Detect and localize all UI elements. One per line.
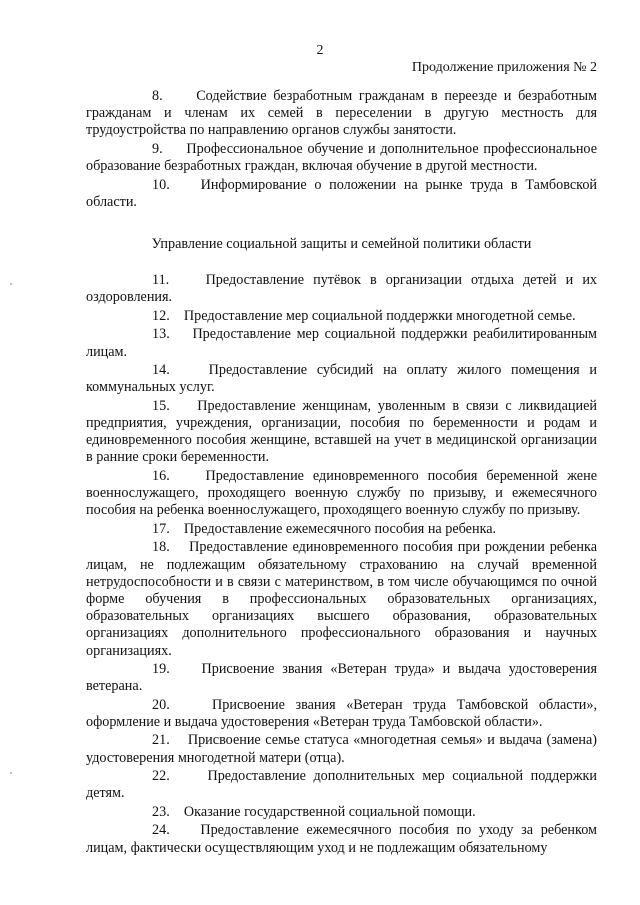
items-list-b — [86, 272, 597, 857]
item-text: Профессиональное обучение и дополнительное профессиональное образование безработных граждан, включая обучение в другой местности. — [86, 140, 597, 175]
list-item — [86, 326, 597, 360]
item-text: Предоставление единовременного пособия беременной жене военнослужащего, проходящего военную службу по призыву, и ежемесячного пособия на ребенка военнослужащего, проходящего военную службу по призыву. — [86, 467, 597, 519]
page-number: 2 — [316, 43, 324, 58]
item-text: Предоставление путёвок в организации отдыха детей и их оздоровления. — [86, 272, 597, 306]
item-text: Присвоение звания «Ветеран труда» и выдача удостоверения ветерана. — [86, 661, 598, 695]
item-text: Предоставление женщинам, уволенным в связи с ликвидацией предприятия, учреждения, организации, пособия по беременности и родам и единовременного пособия женщине, вставшей на учет в медицинской организации в ранние сроки беременности. — [86, 397, 598, 466]
list-item — [86, 398, 597, 467]
item-text: Оказание государственной социальной помощи. — [183, 803, 476, 820]
appendix-note: Продолжение приложения № 2 — [411, 60, 597, 75]
item-number: 21. — [152, 732, 170, 749]
item-text: Присвоение звания «Ветеран труда Тамбовской области», оформление и выдача удостоверения «Ветеран труда Тамбовской области». — [86, 696, 597, 730]
item-text: Предоставление ежемесячного пособия по уходу за ребенком лицам, фактически осуществляющим уход и не подлежащим обязательному — [86, 822, 597, 856]
item-text: Предоставление ежемесячного пособия на ребенка. — [183, 520, 497, 537]
item-text: Информирование о положении на рынке труда в Тамбовской области. — [86, 176, 598, 210]
item-number: 9. — [152, 140, 163, 157]
list-item — [86, 308, 597, 325]
list-item — [86, 141, 597, 175]
item-number: 15. — [152, 397, 170, 414]
list-item — [86, 661, 597, 695]
list-item — [86, 539, 597, 659]
item-number: 14. — [152, 362, 170, 379]
item-number: 13. — [152, 326, 170, 343]
item-number: 24. — [152, 822, 170, 839]
list-item — [86, 732, 597, 766]
item-number: 8. — [152, 88, 163, 104]
item-text: Предоставление субсидий на оплату жилого помещения и коммунальных услуг. — [86, 362, 597, 396]
list-item — [86, 362, 597, 396]
item-number: 20. — [152, 696, 170, 713]
list-item — [86, 804, 597, 821]
scan-mark — [10, 772, 12, 774]
list-item — [86, 768, 597, 802]
document-body — [86, 88, 597, 858]
list-item — [86, 272, 597, 306]
item-number: 17. — [152, 520, 170, 537]
item-text: Содействие безработным гражданам в переезде и безработным гражданам и членам их семей в переселении в другую местность для трудоустройства по направлению органов службы занятости. — [86, 88, 597, 139]
list-item — [86, 521, 597, 538]
item-text: Предоставление дополнительных мер социальной поддержки детям. — [86, 768, 598, 802]
item-number: 23. — [152, 803, 170, 820]
list-item — [86, 697, 597, 731]
list-item — [86, 468, 597, 520]
items-list-a — [86, 88, 597, 211]
section-heading: Управление социальной защиты и семейной политики области — [151, 236, 532, 253]
list-item — [86, 88, 597, 140]
item-number: 11. — [152, 272, 170, 289]
item-text: Предоставление мер социальной поддержки многодетной семье. — [183, 307, 576, 324]
scan-mark — [10, 283, 12, 285]
list-item — [86, 822, 597, 856]
item-number: 18. — [152, 539, 170, 556]
item-number: 12. — [152, 307, 170, 324]
item-text: Предоставление мер социальной поддержки реабилитированным лицам. — [86, 326, 598, 360]
item-number: 10. — [152, 176, 170, 193]
item-number: 22. — [152, 768, 170, 785]
item-number: 19. — [152, 661, 170, 678]
item-text: Присвоение семье статуса «многодетная семья» и выдача (замена) удостоверения многодетной матери (отца). — [86, 732, 597, 766]
item-number: 16. — [152, 467, 170, 484]
item-text: Предоставление единовременного пособия при рождении ребенка лицам, не подлежащим обязательному страхованию на случай временной нетрудоспособности и в связи с материнством, в том числе обучающимся по очной форме обучения в профессиональных образовательных организациях, образовательных организациях высшего образования, образовательных организациях дополнительного профессионального образования и научных организациях. — [86, 539, 597, 659]
list-item — [86, 177, 597, 211]
